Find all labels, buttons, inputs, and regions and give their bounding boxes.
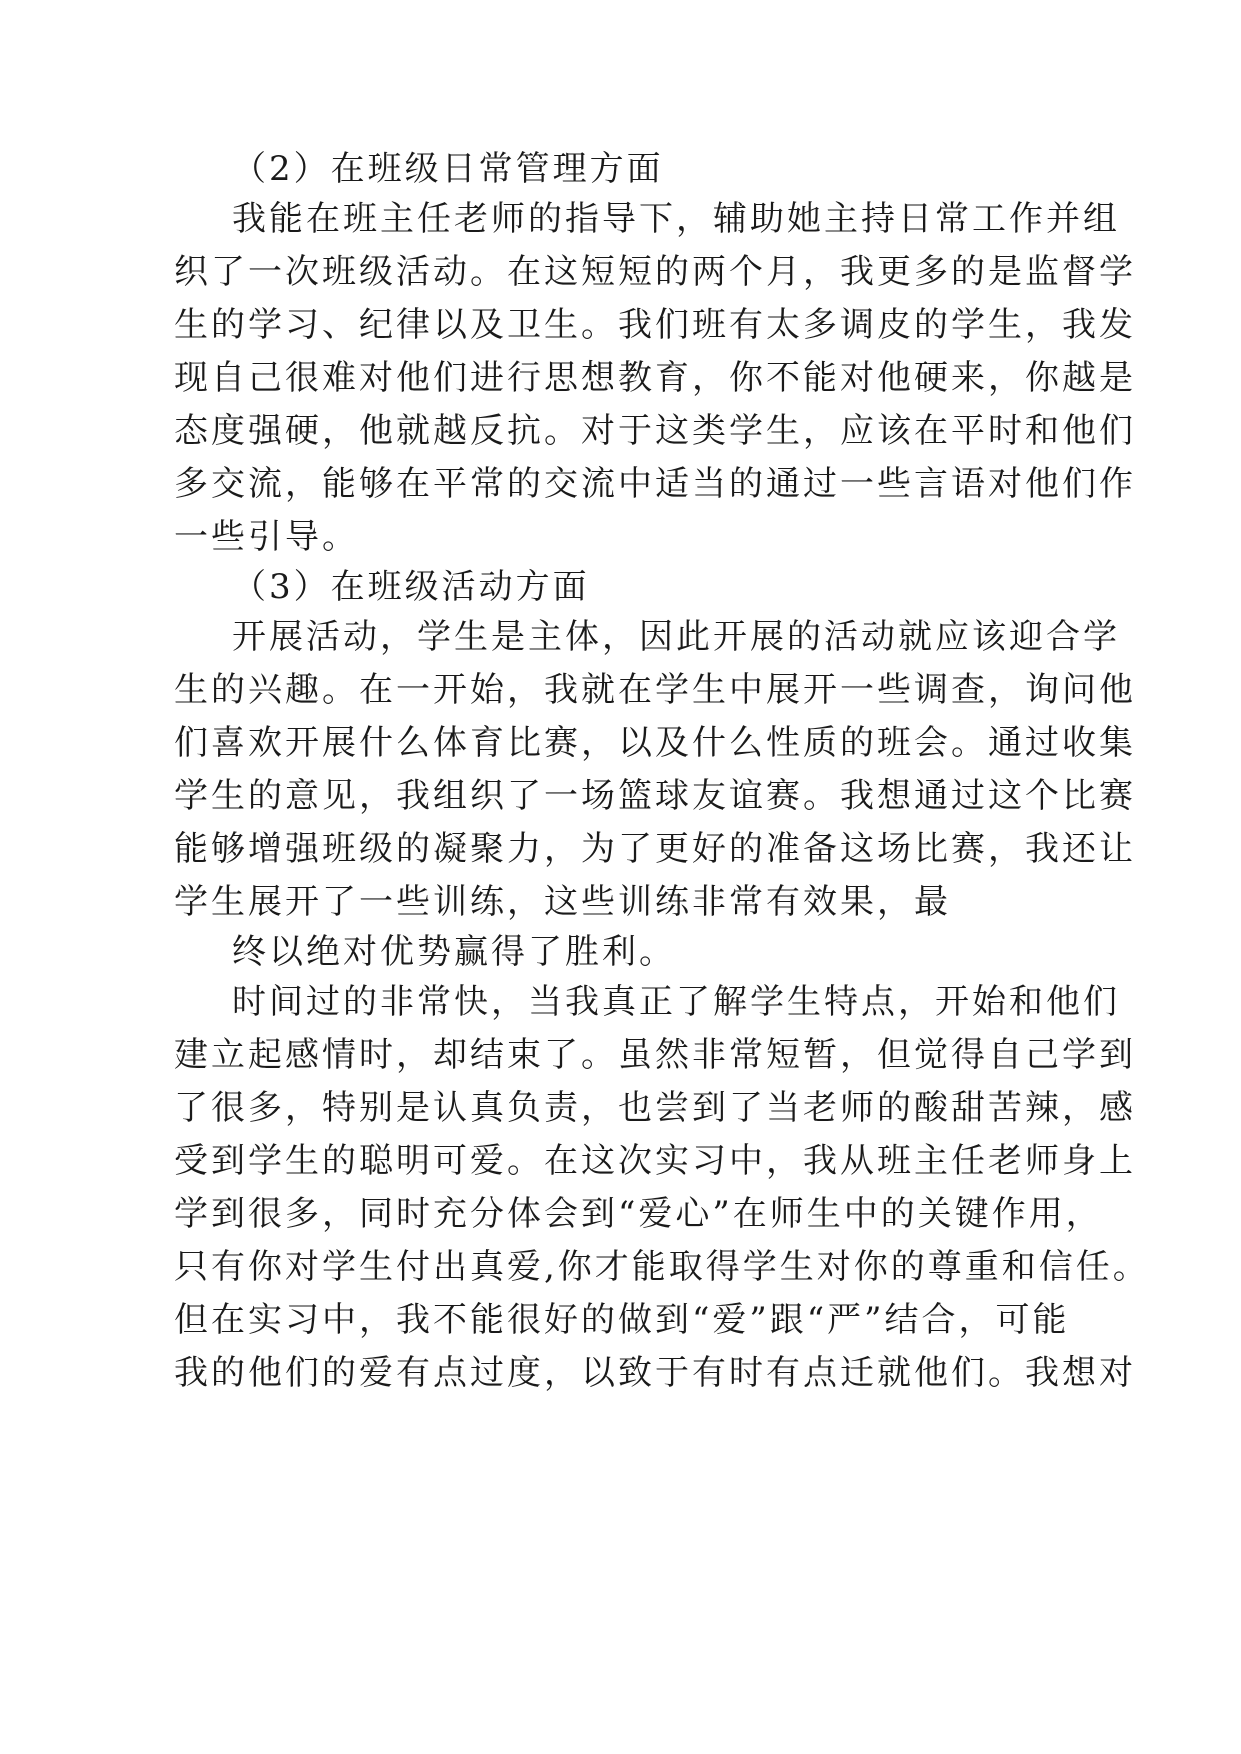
paragraph-line: 只有你对学生付出真爱,你才能取得学生对你的尊重和信任。 [174,1247,1150,1287]
paragraph-line: 终以绝对优势赢得了胜利。 [232,932,676,972]
paragraph-line: 但在实习中，我不能很好的做到“爱”跟“严”结合，可能 [174,1300,1070,1340]
paragraph-line: 建立起感情时，却结束了。虽然非常短暂，但觉得自己学到 [174,1035,1136,1075]
paragraph-line: 能够增强班级的凝聚力，为了更好的准备这场比赛，我还让 [174,829,1136,869]
paragraph-line: 学生展开了一些训练，这些训练非常有效果，最 [174,882,951,922]
paragraph-line: 学到很多，同时充分体会到“爱心”在师生中的关键作用， [174,1194,1103,1234]
paragraph-line: 织了一次班级活动。在这短短的两个月，我更多的是监督学 [174,252,1136,292]
paragraph-line: 多交流，能够在平常的交流中适当的通过一些言语对他们作 [174,464,1136,504]
paragraph-line: 学生的意见，我组织了一场篮球友谊赛。我想通过这个比赛 [174,776,1136,816]
paragraph-line: 生的兴趣。在一开始，我就在学生中展开一些调查，询问他 [174,670,1136,710]
paragraph-line: 态度强硬，他就越反抗。对于这类学生，应该在平时和他们 [174,411,1136,451]
section-heading-2: （2）在班级日常管理方面 [232,149,664,189]
paragraph-line: 现自己很难对他们进行思想教育，你不能对他硬来，你越是 [174,358,1136,398]
paragraph-line: 我的他们的爱有点过度，以致于有时有点迁就他们。我想对 [174,1353,1136,1393]
section-heading-3: （3）在班级活动方面 [232,567,590,607]
paragraph-line: 了很多，特别是认真负责，也尝到了当老师的酸甜苦辣，感 [174,1088,1136,1128]
paragraph-line: 开展活动，学生是主体，因此开展的活动就应该迎合学 [232,617,1120,657]
paragraph-line: 时间过的非常快，当我真正了解学生特点，开始和他们 [232,982,1120,1022]
paragraph-line: 生的学习、纪律以及卫生。我们班有太多调皮的学生，我发 [174,305,1136,345]
paragraph-line: 一些引导。 [174,517,359,557]
paragraph-line: 们喜欢开展什么体育比赛，以及什么性质的班会。通过收集 [174,723,1136,763]
paragraph-line: 我能在班主任老师的指导下，辅助她主持日常工作并组 [232,199,1120,239]
paragraph-line: 受到学生的聪明可爱。在这次实习中，我从班主任老师身上 [174,1141,1136,1181]
